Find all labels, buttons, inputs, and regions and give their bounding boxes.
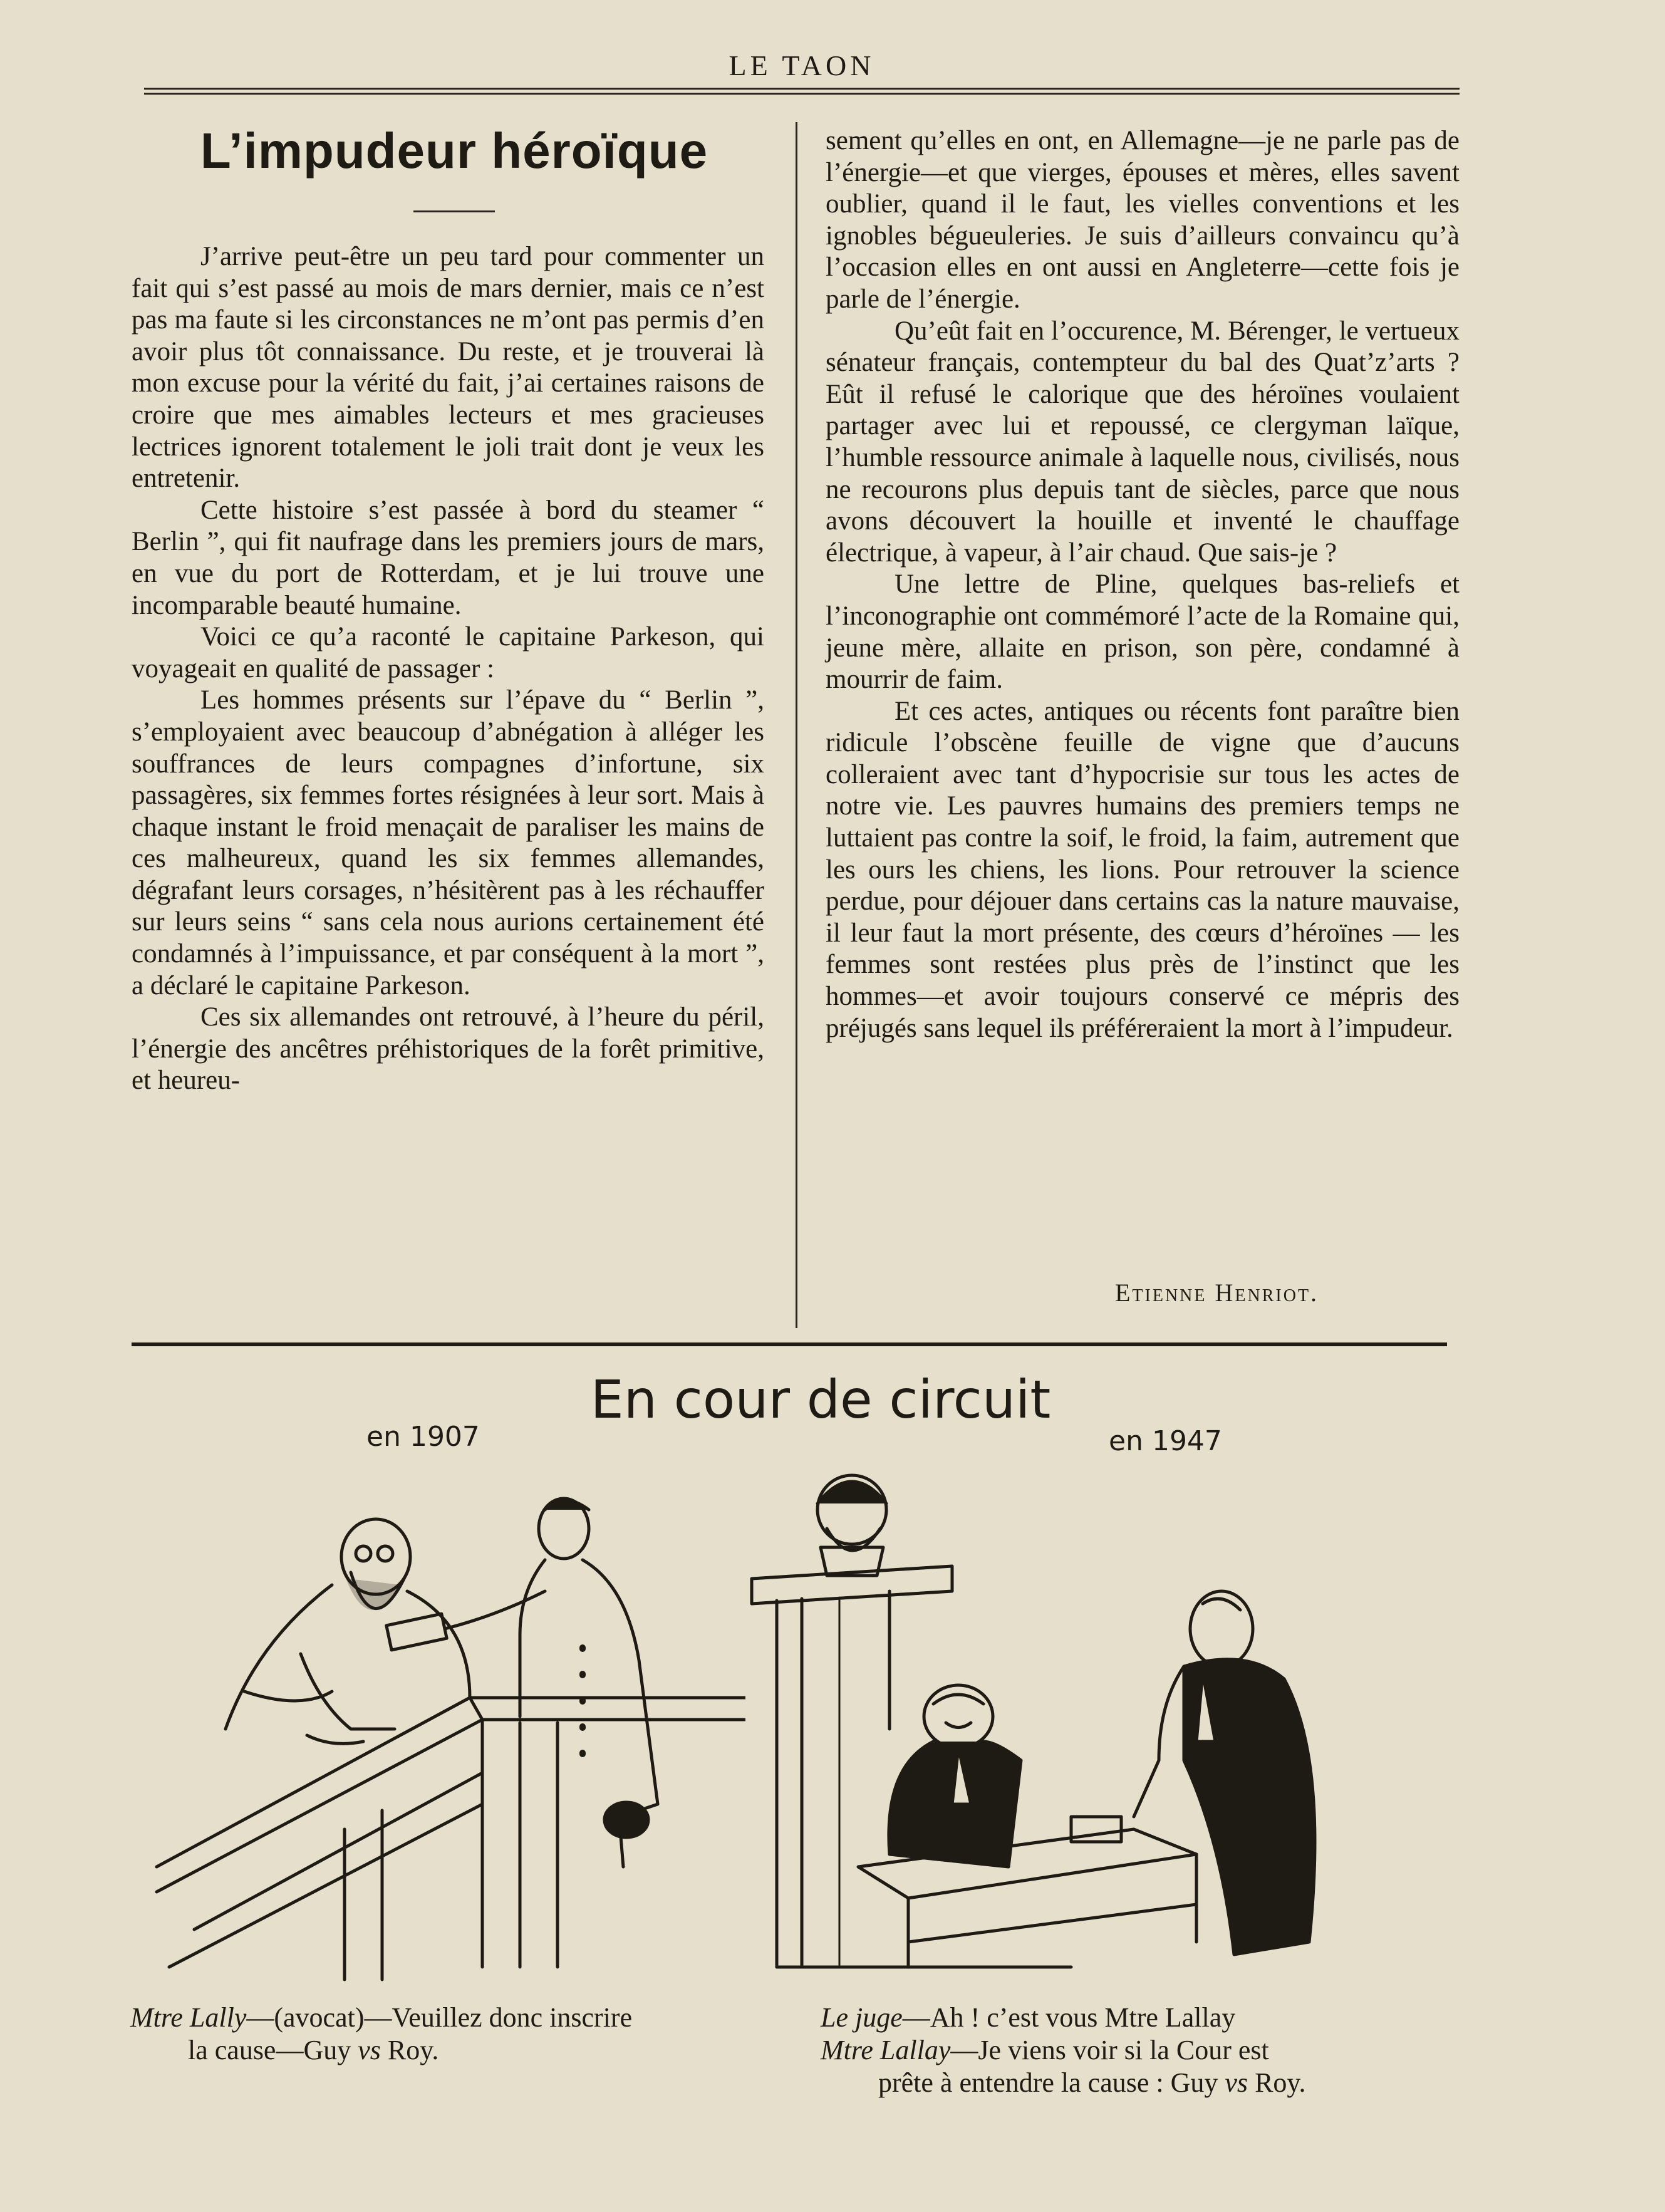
column-divider xyxy=(796,122,797,1328)
paragraph: Les hommes présents sur l’épave du “ Berlin ”, s’employaient avec beaucoup d’abnégation à alléger les souffrances de leurs compagnes d’infortune, six passagères, six femmes fortes résignées à leur sort. Mais à chaque instant le froid menaçait de paraliser les mains de ces malheureux, quand les six femmes allemandes, dégrafant leurs corsages, n’hésitèrent pas à les réchauffer sur leurs seins “ sans cela nous aurions certainement été condamnés à l’impuissance, et par conséquent à la mort ”, a déclaré le capitaine Parkeson. xyxy=(132,685,764,1000)
cartoon-panel-1907 xyxy=(144,1491,745,1986)
masthead: LE TAON xyxy=(729,49,875,81)
paragraph: sement qu’elles en ont, en Allemagne—je ne parle pas de l’énergie—et que vierges, épouses et mères, elles savent oublier, quand il le faut, les vielles conventions et les ignobles bégueuleries. Je suis d’ailleurs convaincu qu’à l’occasion elles en ont aussi en Angleterre—cette fois je parle de l’énergie. xyxy=(826,126,1460,314)
article-column-left xyxy=(132,241,764,1097)
versus-abbrev: vs xyxy=(358,2035,381,2065)
caption-text: la cause—Guy xyxy=(188,2035,358,2065)
caption-1947 xyxy=(821,2002,1478,2099)
author-signature: Etienne Henriot. xyxy=(1115,1279,1319,1307)
paragraph: Voici ce qu’a raconté le capitaine Parkeson, qui voyageait en qualité de passager : xyxy=(132,622,764,683)
section-rule xyxy=(132,1342,1447,1346)
cartoon-title: En cour de circuit xyxy=(590,1369,1051,1430)
paragraph: J’arrive peut-être un peu tard pour commenter un fait qui s’est passé au mois de mars dernier, mais ce n’est pas ma faute si les circonstances ne m’ont pas permis d’en avoir plus tôt connaissance. Du reste, et je trouverai là mon excuse pour la vérité du fait, j’ai certaines raisons de croire que mes aimables lecteurs et mes gracieuses lectrices ignorent totalement le joli trait dont je veux les entretenir. xyxy=(132,242,764,494)
speaker-name: Le juge xyxy=(821,2002,903,2033)
year-label-left: en 1907 xyxy=(366,1421,480,1453)
cartoon-panel-1947 xyxy=(745,1466,1372,1992)
article-title: L’impudeur héroïque xyxy=(200,123,708,179)
caption-text: prête à entendre la cause : Guy xyxy=(878,2067,1225,2098)
caption-text: —Je viens voir si la Cour est xyxy=(950,2035,1269,2065)
caption-line xyxy=(821,2002,1478,2034)
caption-line xyxy=(130,2002,819,2034)
versus-abbrev: vs xyxy=(1225,2067,1248,2098)
caption-text: Roy. xyxy=(1248,2067,1306,2098)
masthead-rule xyxy=(144,88,1460,95)
article-column-right xyxy=(826,125,1460,1044)
caption-text: —Ah ! c’est vous Mtre Lallay xyxy=(902,2002,1236,2033)
caption-line xyxy=(130,2034,819,2067)
caption-1907 xyxy=(130,2002,819,2067)
paragraph: Et ces actes, antiques ou récents font paraître bien ridicule l’obscène feuille de vigne que d’aucuns colleraient avec tant d’hypocrisie sur tous les actes de notre vie. Les pauvres humains des premiers temps ne luttaient pas contre la soif, le froid, la faim, autrement que les ours les chiens, les lions. Pour retrouver la science perdue, pour déjouer dans certains cas la nature mauvaise, il leur faut la mort présente, des cœurs d’héroïnes — les femmes sont restées plus près de l’instinct que les hommes—et avoir toujours conservé ce mépris des préjugés sans lequel ils préféreraient la mort à l’impudeur. xyxy=(826,696,1460,1043)
paragraph: Qu’eût fait en l’occurence, M. Bérenger, le vertueux sénateur français, contempteur du bal des Quat’z’arts ? Eût il refusé le calorique que des héroïnes voulaient partager avec lui et repoussé, ce clergyman laïque, l’humble ressource animale à laquelle nous, civilisés, nous ne recourons plus depuis tant de siècles, parce que nous avons découvert la houille et inventé le chauffage électrique, à vapeur, à l’air chaud. Que sais-je ? xyxy=(826,316,1460,568)
caption-line xyxy=(821,2067,1478,2099)
paragraph: Cette histoire s’est passée à bord du steamer “ Berlin ”, qui fit naufrage dans les premiers jours de mars, en vue du port de Rotterdam, et je lui trouve une incomparable beauté humaine. xyxy=(132,495,764,620)
caption-text: Roy. xyxy=(380,2035,439,2065)
caption-line xyxy=(821,2034,1478,2067)
paragraph: Ces six allemandes ont retrouvé, à l’heure du péril, l’énergie des ancêtres préhistoriques de la forêt primitive, et heureu- xyxy=(132,1002,764,1096)
speaker-name: Mtre Lallay xyxy=(821,2035,951,2065)
paragraph: Une lettre de Pline, quelques bas-reliefs et l’inconographie ont commémoré l’acte de la Romaine qui, jeune mère, allaite en prison, son père, condamné à mourrir de faim. xyxy=(826,569,1460,695)
caption-text: —(avocat)—Veuillez donc inscrire xyxy=(246,2002,633,2033)
title-divider xyxy=(413,210,495,212)
year-label-right: en 1947 xyxy=(1109,1425,1222,1457)
speaker-name: Mtre Lally xyxy=(130,2002,247,2033)
